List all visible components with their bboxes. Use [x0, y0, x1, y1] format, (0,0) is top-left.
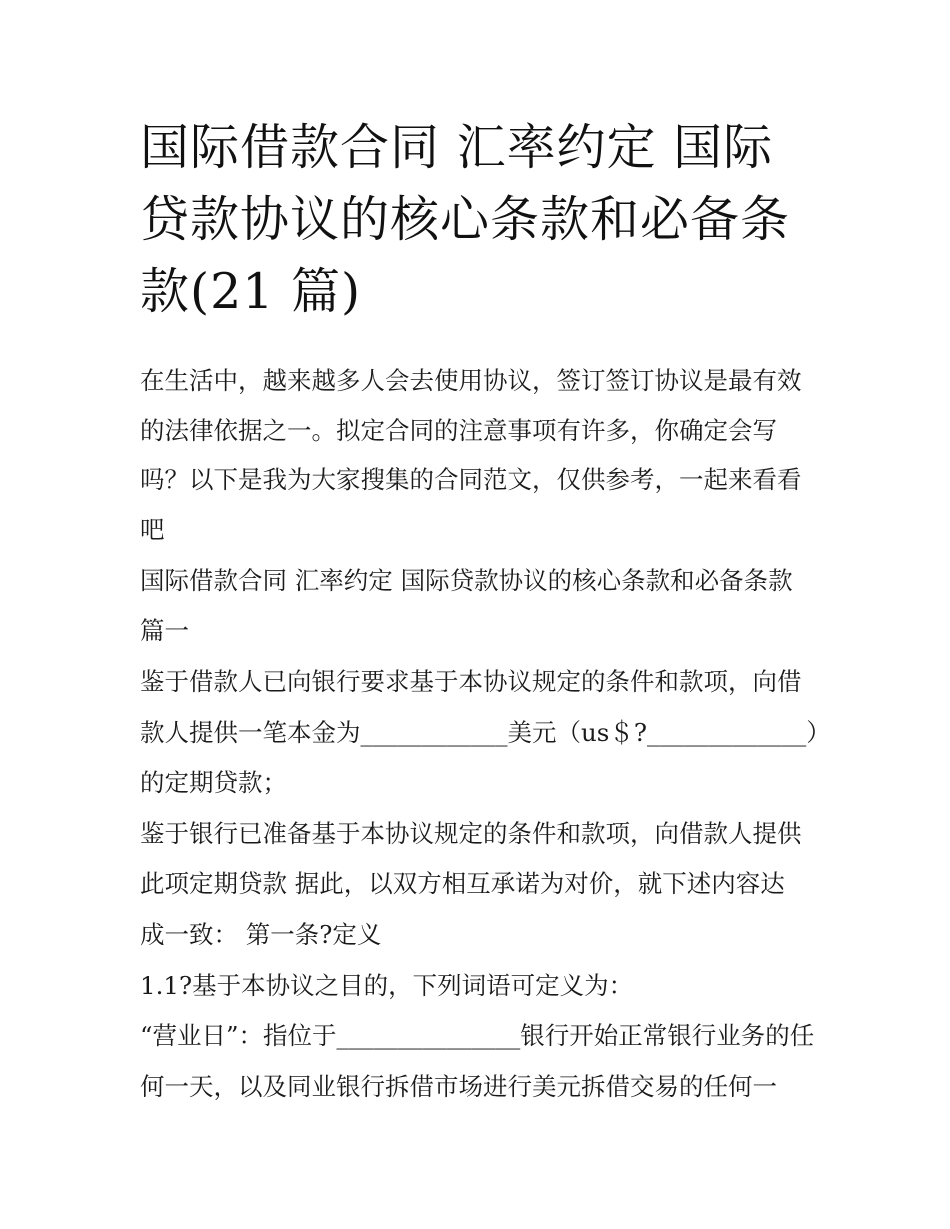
body-text-line: 吗？以下是我为大家搜集的合同范文，仅供参考，一起来看看 — [140, 465, 802, 494]
title-line: 款(21 篇) — [140, 263, 362, 320]
body-text-line: 此项定期贷款 据此，以双方相互承诺为对价，就下述内容达 — [140, 869, 785, 898]
body-text-line: 的法律依据之一。拟定合同的注意事项有许多，你确定会写 — [140, 416, 777, 445]
body-text-line: 鉴于借款人已向银行要求基于本协议规定的条件和款项，向借 — [140, 667, 802, 696]
body-text-line: 1.1?基于本协议之目的，下列词语可定义为： — [140, 971, 634, 1000]
title-line: 国际借款合同 汇率约定 国际 — [140, 119, 774, 176]
body-text-line: 鉴于银行已准备基于本协议规定的条件和款项，向借款人提供 — [140, 819, 802, 848]
section-heading: 国际借款合同 汇率约定 国际贷款协议的核心条款和必备条款 — [140, 566, 793, 595]
body-text-line: 款人提供一笔本金为____________美元（us＄?_____________） — [140, 718, 831, 747]
title-line: 贷款协议的核心条款和必备条 — [140, 191, 791, 248]
document-title — [140, 112, 820, 328]
body-text-line: 的定期贷款； — [140, 768, 287, 797]
body-text-line: 何一天，以及同业银行拆借市场进行美元拆借交易的任何一 — [140, 1072, 777, 1101]
body-text-line: 在生活中，越来越多人会去使用协议，签订签订协议是最有效 — [140, 366, 802, 395]
section-heading: 篇一 — [140, 616, 189, 645]
body-text-line: 成一致： 第一条?定义 — [140, 920, 382, 949]
body-text-line: 吧 — [140, 515, 165, 544]
body-text-line: “营业日”：指位于_______________银行开始正常银行业务的任 — [140, 1021, 815, 1050]
